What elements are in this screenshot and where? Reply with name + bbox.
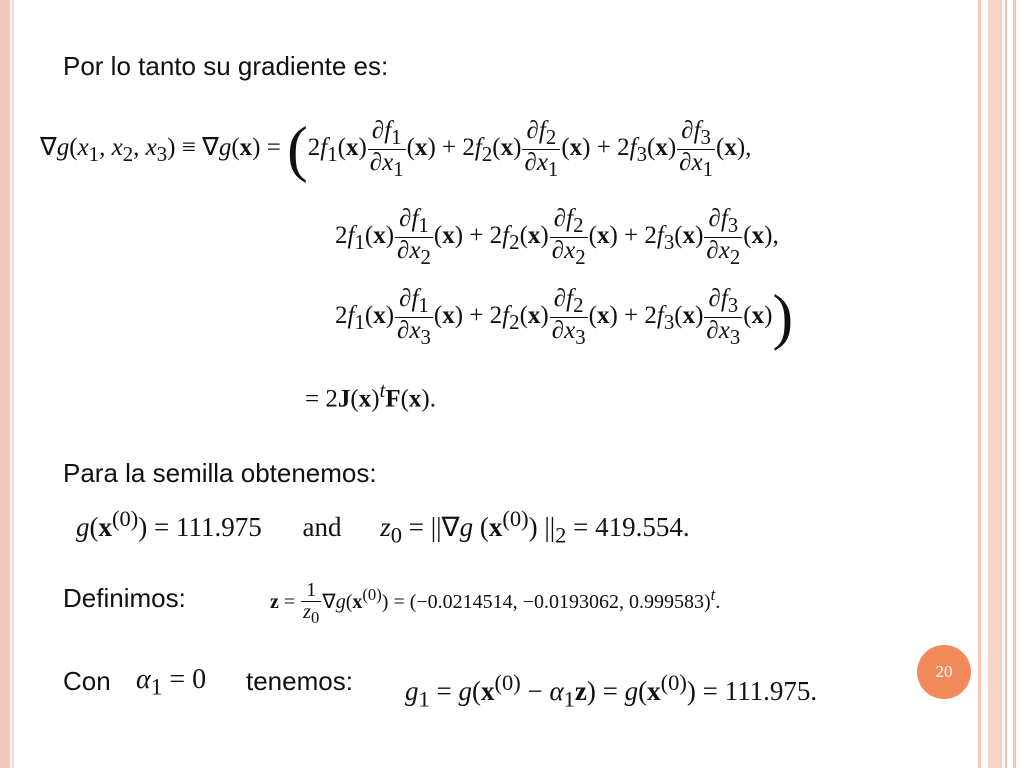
left-border-line bbox=[12, 0, 14, 768]
gradient-equation-row3: $2f_1(x)$ $\frac{\partial f_1}{\partial x_3}$ $(x) + 2f_2(x)$ $\frac{\partial f_2}{\partial x_3}$ $(x) + 2f_3(x)$ $\frac{\partial f_3}{\partial x_3}$ (x)) bbox=[335, 283, 794, 352]
z-definition: z = $\frac{1}{z_0}$ $\nabla g(x^{(0)}) = (-0.0214514$, −0.0193062, 0.999583)$^t$. bbox=[270, 579, 721, 627]
right-border-line bbox=[978, 0, 981, 768]
heading-define: Definimos: bbox=[63, 583, 186, 613]
seed-g-value: 111.975 bbox=[175, 512, 262, 542]
con-label: Con bbox=[63, 666, 111, 696]
g1-equation: $g_1 = g(x^{(0)} - \alpha_1z) = g(x^{(0)}) = 111.975$. bbox=[405, 670, 818, 712]
left-border-bar bbox=[0, 0, 10, 768]
g1-value: 111.975. bbox=[724, 676, 818, 706]
heading-gradient: Por lo tanto su gradiente es: bbox=[63, 51, 389, 81]
right-border-line bbox=[1013, 0, 1016, 768]
z-vector: (−0.0214514, −0.0193062, 0.999583) bbox=[409, 590, 711, 613]
page-number-badge: 20 bbox=[917, 645, 971, 699]
alpha-value: 0 bbox=[192, 664, 207, 695]
right-border-band bbox=[988, 0, 1002, 768]
gradient-equation-row2: $2f_1(x)$ $\frac{\partial f_1}{\partial x_2}$ $(x) + 2f_2(x)$ $\frac{\partial f_2}{\partial x_2}$ $(x) + 2f_3(x)$ $\frac{\partial f_3}{\partial x_2}$ (x), bbox=[335, 205, 779, 269]
and-word: and bbox=[302, 512, 342, 542]
seed-equation: $g(x^{(0)}) = 111.975$ and $z_0 = ||\nabla g$ $(x^{(0)}) ||_2 = 419.554$. bbox=[76, 506, 690, 548]
gradient-result: = $2J(x)^tF(x)$. bbox=[305, 378, 436, 413]
alpha-equation: $\alpha_1 = 0$ bbox=[136, 664, 207, 701]
gradient-equation-row1: $\nabla g(x_1$, $x_2$, $x_3) \equiv \nabla g(x) = (2f_1(x)$ $\frac{\partial f_1}{\partial x_1}$ $(x) + 2f_2(x)$ $\frac{\partial f_2}{\partial x_1}$ $(x) + 2f_3(x)$ $\frac{\partial f_3}{\partial x_1}$ (x), bbox=[40, 115, 752, 184]
seed-z0-value: 419.554. bbox=[595, 512, 690, 542]
heading-seed: Para la semilla obtenemos: bbox=[63, 458, 377, 488]
right-border-line bbox=[1005, 0, 1007, 768]
tenemos-label: tenemos: bbox=[246, 666, 353, 696]
